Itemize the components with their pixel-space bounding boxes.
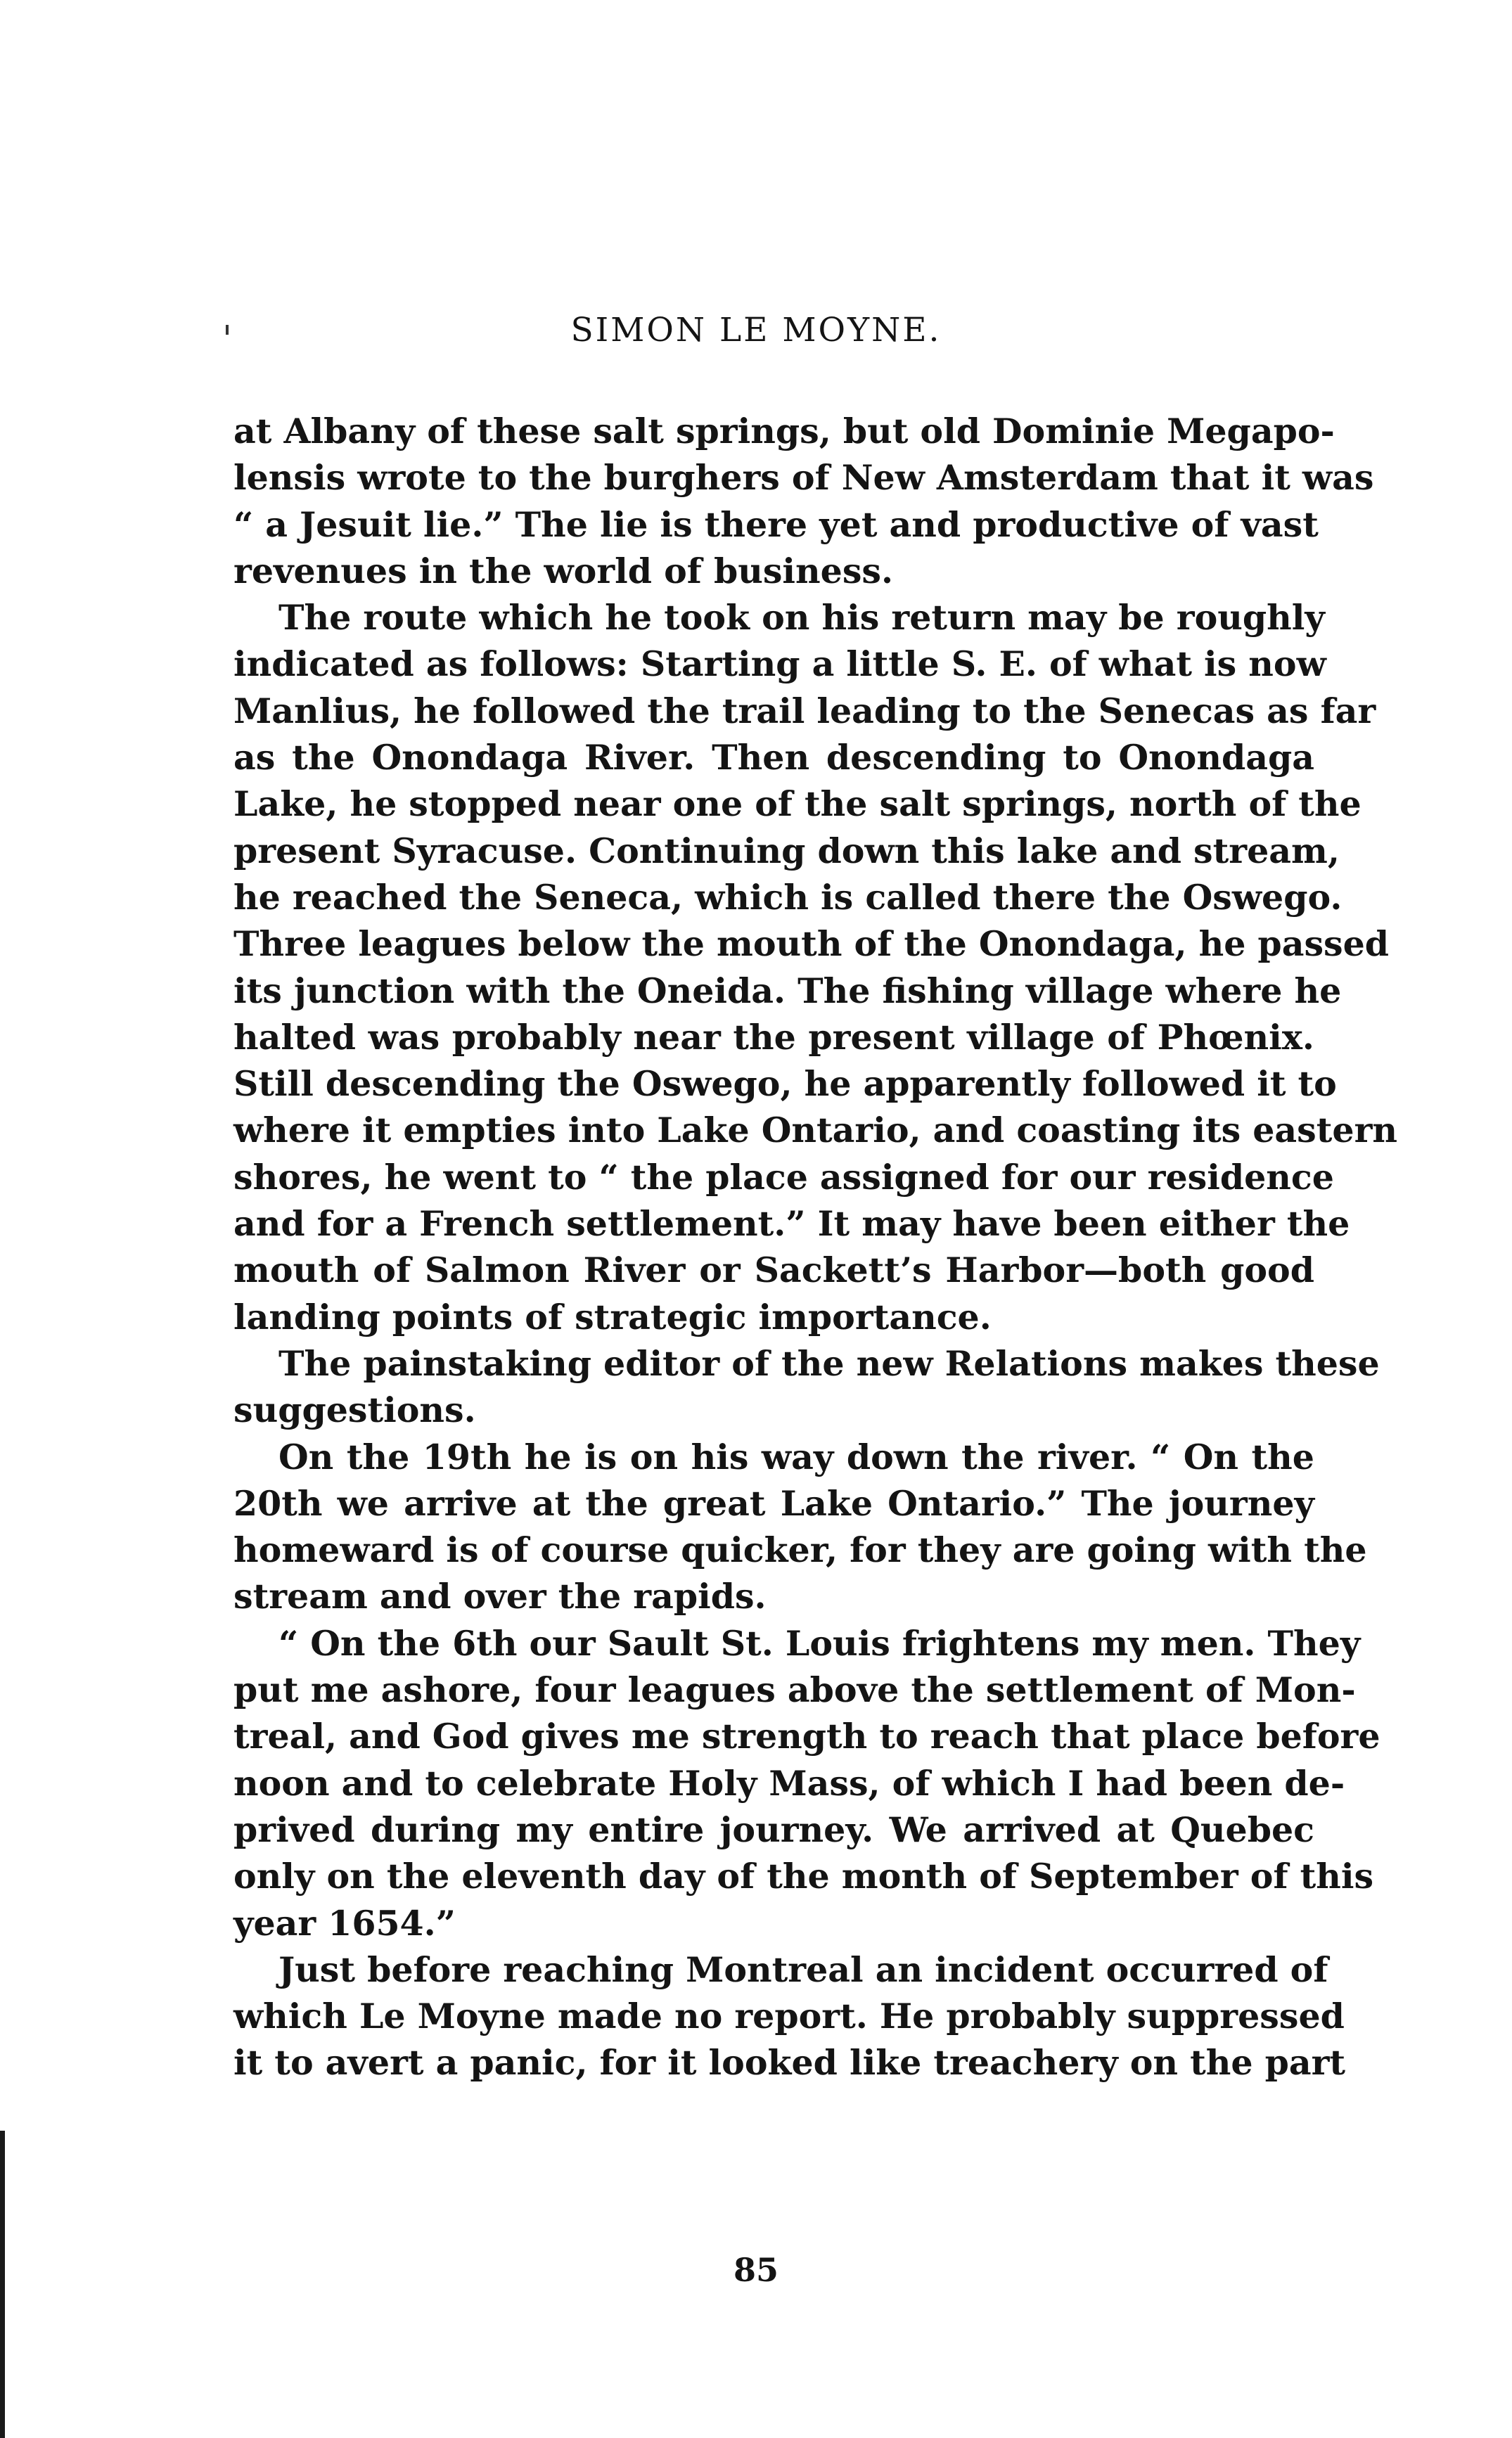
text-line: Manlius, he followed the trail leading to the Senecas as far	[233, 690, 1376, 731]
text-line: “ On the 6th our Sault St. Louis frightens my men. They	[278, 1622, 1361, 1664]
text-line: Just before reaching Montreal an incident occurred of	[278, 1949, 1328, 1990]
text-line: which Le Moyne made no report. He probably suppressed	[233, 1996, 1345, 2037]
text-line: it to avert a panic, for it looked like treachery on the part	[233, 2042, 1346, 2084]
body-text	[233, 408, 1398, 2086]
text-line: treal, and God gives me strength to reach that place before	[233, 1716, 1380, 1757]
text-line: year 1654.”	[233, 1902, 456, 1944]
text-line: homeward is of course quicker, for they are going with the	[233, 1529, 1367, 1571]
text-line: mouth of Salmon River or Sackett’s Harbor—both good	[233, 1250, 1314, 1291]
text-line: he reached the Seneca, which is called there the Oswego.	[233, 876, 1343, 918]
text-line: present Syracuse. Continuing down this lake and stream,	[233, 830, 1340, 871]
text-line: revenues in the world of business.	[233, 550, 894, 591]
text-line: “ a Jesuit lie.” The lie is there yet and productive of vast	[233, 503, 1319, 545]
text-line: indicated as follows: Starting a little S. E. of what is now	[233, 643, 1326, 685]
text-line: at Albany of these salt springs, but old Dominie Megapo-	[233, 411, 1335, 451]
text-line: Still descending the Oswego, he apparently followed it to	[233, 1063, 1337, 1105]
text-line: On the 19th he is on his way down the river. “ On the	[278, 1436, 1314, 1477]
text-line: only on the eleventh day of the month of September of this	[233, 1856, 1374, 1897]
running-head: SIMON LE MOYNE.	[570, 311, 942, 349]
text-line: The painstaking editor of the new Relations makes these	[278, 1342, 1380, 1384]
text-line: and for a French settlement.” It may have been either the	[233, 1203, 1350, 1245]
text-line: noon and to celebrate Holy Mass, of which I had been de-	[233, 1762, 1345, 1804]
text-line: Lake, he stopped near one of the salt springs, north of the	[233, 783, 1362, 825]
text-line: as the Onondaga River. Then descending to Onondaga	[233, 737, 1314, 778]
text-line: The route which he took on his return may be roughly	[278, 597, 1325, 639]
text-line: halted was probably near the present village of Phœnix.	[233, 1016, 1314, 1058]
text-line: landing points of strategic importance.	[233, 1296, 992, 1337]
text-line: Three leagues below the mouth of the Onondaga, he passed	[233, 923, 1390, 965]
text-line: its junction with the Oneida. The fishing village where he	[233, 970, 1342, 1011]
text-line: shores, he went to “ the place assigned for our residence	[233, 1156, 1334, 1198]
text-line: lensis wrote to the burghers of New Amsterdam that it was	[233, 457, 1374, 499]
text-line: where it empties into Lake Ontario, and coasting its eastern	[233, 1110, 1398, 1151]
binding-edge-shadow	[0, 2131, 5, 2438]
page-number: 85	[733, 2251, 779, 2289]
text-line: prived during my entire journey. We arrived at Quebec	[233, 1809, 1314, 1850]
text-line: suggestions.	[233, 1390, 476, 1431]
text-line: 20th we arrive at the great Lake Ontario.” The journey	[233, 1482, 1314, 1524]
text-line: stream and over the rapids.	[233, 1576, 767, 1617]
text-line: put me ashore, four leagues above the settlement of Mon-	[233, 1669, 1356, 1711]
